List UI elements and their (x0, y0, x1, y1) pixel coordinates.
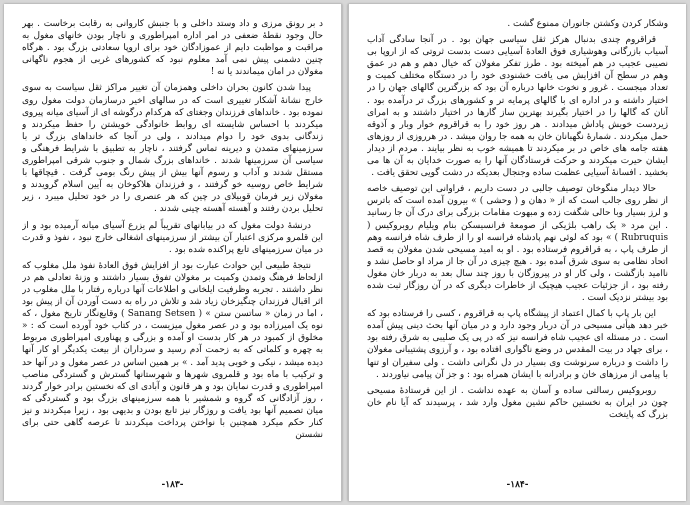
page-number: -۱۸۴- (506, 480, 529, 490)
right-page (348, 4, 686, 501)
paragraph: این بار پاپ با کمال اعتماد از پیشگاه پاپ به قراقروم ، کسی را فرستاده بود که خبر دهد هیأتی مسیحی در آن دربار وجود دارد و در میان آنها بحث دینی پیش آمده است . در مسئله ای عجیب شاه فرانسه نیز که در پی یک صلیبی به شرق رفته بود ، برای جهاد در بیت المقدس در وضع ناگواری افتاده بود ، و آرزوی پشتیبانی مغولان را داشت و درباره سرنوشت وی بسیار در دل نگرانی داشت . ولی سفیران او تنها با پیامی از مرزهای خان و برادرانه با ایشان همراه بود : و جز آن پیامی نیاوردند . (367, 309, 668, 380)
paragraph: درنشهٔ دولت مغول که در بیابانهای تقریباً لم یزرع آسیای میانه آرمیده بود و از این قلمرو مرکزی اعتبار آن بیشتر از سرزمینهای اشغالی خارج نبود ، نفوذ و قدرت در میان سرزمینهای تابع پراکنده شده بود . (22, 220, 323, 255)
paragraph: وشکار کردن وکشتن جانوران ممنوع گشت . (507, 19, 668, 29)
paragraph: نتیجهٔ طبیعی این حوادث عبارت بود از افزایش فوق العادهٔ نفوذ ملل مغلوب که ازلحاظ فرهنگ وتمدن وکمیت بر مغولان تفوق بسیار داشتند و وزنهٔ تعادلی هم در نظر داشتند . تجربه وظرفیت ایلخانی و اطلاعات آنها درباره رفتار با ملل مغلوب در اثر اقبال فرزندان چنگیزخان زیاد شد و تلاش در راه به دست آوردن آن از پیش بود ، اما در زمان « ساتسن ستن » ( Sanang Setsen ) وقایع‌نگار تاریخ مغول ، که نوه یک امیرزاده بود و در عصر مغول میزیست ، در کتاب خود آورده است که : « مخلوق از کمبود در هر کار بدست او آمده و بزرگی و پهناوری امپراطوری مربوط به چهره و کلماتی که به زحمت آدم رسید و سرداران از بیعت یکدیگر او کار آنها دیده میشد ، نیکی و خوبی پدید آمد . » بر همین اساس در عصر مغول و در آنها حد و ترکیب با ماه بود و قلمروی شهرها و شهرستانها گسترش و گستردگی مناصب امپراطوری و قدرت نمایان بود و هر قانون و آبادی ای که نخستین برادر خوار گردند ، روز آزادگانی که گروه و شمشیر با همه سرزمینهای بزرگ بود و گستردگی که میان تصمیم آنها بود یافت و روزگار نیز تابع بودن و بدیهی بود ، زیرا میکردند و نیز کنار حکم میکرد همچنین با نواختن پرداخت میکردند تا عرصه گاهی حتی برای نشستن (22, 260, 323, 441)
page-number: -۱۸۳- (161, 480, 184, 490)
paragraph: د بر رونق مرزی و داد وستد داخلی و با جنبش کاروانی به رقابت برخاست . بهر حال وجود نقطهٔ ضعفی در امر اداره امپراطوری و ناچار بودن خانهای مغول به مراقبت و مواظبت دایم از عموزادگان خود برای اروپا سعادتی بزرگ بود . هرگاه چنین دشمنی پیش نمی آمد معلوم نبود که کشورهای غربی از هجوم ناگهانی مغولان در امان میماندند یا نه ! (22, 19, 323, 78)
right-page-text (367, 18, 668, 467)
left-page-text (22, 18, 323, 467)
paragraph: قراقروم چندی بدنبال هرکز ثقل سیاسی جهان بود . در آنجا سادگی آداب آسیاب بازرگانی وهوشیاری فوق العادهٔ آسیایی دست بدست ثروتی که از اروپا بی نصیبی عجیب در هم آمیخته بود . طرز تفکر مغولان که خیال دهم و هم در عمق وهم در سطح آن افزایش می یافت خشنودی خود را در دستگاه مختلف کمیت و تعداد میجست . غرور و نخوت خانها درباره آن بود که بزرگترین گالهای جهان را در اختیار داشته و در اداره ای با گالهای پرمایه تر و کشورهای بزرگ تر درآمده بود . آنان که گالها را در اختیار بگیرند بهترین ساز گارها در اختیار داشتند و به امرای زیردست خویش پاداش میدادند . هر روز خود را به قراقروم خوار وبار و آذوقه حمل میکردند . شمارهٔ نگهبانان خان به همه جا روان میشد . در هرروزی از روزهای هفته جامه های خاص در بر میکردند تا همیشه خوب به نظر بیایند . مردم از دیدار ایشان حیرت میکردند و حرکت فرستادگان آنها را به صورت خدایان به آن ها می بخشید . افسانهٔ آسیایی عظمت ساده وجنجال بعدیکه در دشت گویی تحقق یافت . (367, 35, 668, 179)
book-spread (4, 4, 686, 501)
paragraph: حالا دیدار منگوخان توصیف جالبی در دست داریم ، فراوانی این توصیف خاصه از نظر روی جالب است که از « دهان و ( وحشی ) » بیرون آمده است که باترس و لرز بسیار وبا حالی شگفت زده و مبهوت مقامات بزرگی برای درک آن جا رسانید . این مرد « یک راهب بلژیکی از صومعهٔ فرانسیسکن بنام ویلیام روبروکیس ( Rubruquis ) » بود که لوئی نهم پادشاه فرانسه او را از طرف شاه فرانسه وهم از طرف پاپ ، به قراقروم فرستاده بود . او به امید مسیحی شدن مغولان به قصد اتحاد نظامی به سوی شرق آمده بود . هیچ چیزی در آن جا از مراد او حاصل نشد و ناامید بازگشت ، ولی کار او در پیروزگان با روز چند سال بعد به دربار خان مغول رفته بود ، از جزئیات عجیب هیچیک از خاطرات دیگری که در آن روزگار ثبت شده بود بیشتر نزدیک است . (367, 184, 668, 304)
left-page (4, 4, 342, 501)
paragraph: روبروکیس رسالتی ساده و آسان به عهده نداشت . از این فرستادهٔ مسیحی چون در ایران به نخستین حاکم نشین مغول وارد شد ، پرسیدند که آیا نام خان بزرگ که پایتخت (367, 385, 668, 420)
paragraph: پیدا شدن کانون بحران داخلی وهمزمان آن تغییر مراکز ثقل سیاست به سوی خارج نشانهٔ آشکار تغییری است که در سالهای اخیر درسازمان دولت مغول روی نموده بود . خانداهای فرزندان وجغتای که هرکدام درگوشه ای از آسیای میانه پیروی میکردند با احساس شایسته ای روابط خانوادگی خویشتن را حفظ میکردند و زندگانی بدوی خود را دوام میدادند ، ولی در آنجا که خانداهای بزرگ تر با سرزمینهای متمدن و دیرینه تماس گرفتند ، ناچار به تطبیق با شرایط فرهنگی و سیاسی آن سرزمینها شدند . خانداهای بزرگ شمال و جنوب شرقی امپراطوری مستقل شدند و آداب و رسوم آنها بیش از پیش رنگ بومی گرفت . قیچاقها با شرایط خاص روسیه خو گرفتند ، و فرزندان هلاکوخان به آیین اسلام گرویدند و مغولان زیر فرمان قوبیلای در چین که هر عنصری را در خود تحلیل میبرد ، زیر تحلیل بردن رفتند و آهسته آهسته چینی شدند . (22, 83, 323, 215)
